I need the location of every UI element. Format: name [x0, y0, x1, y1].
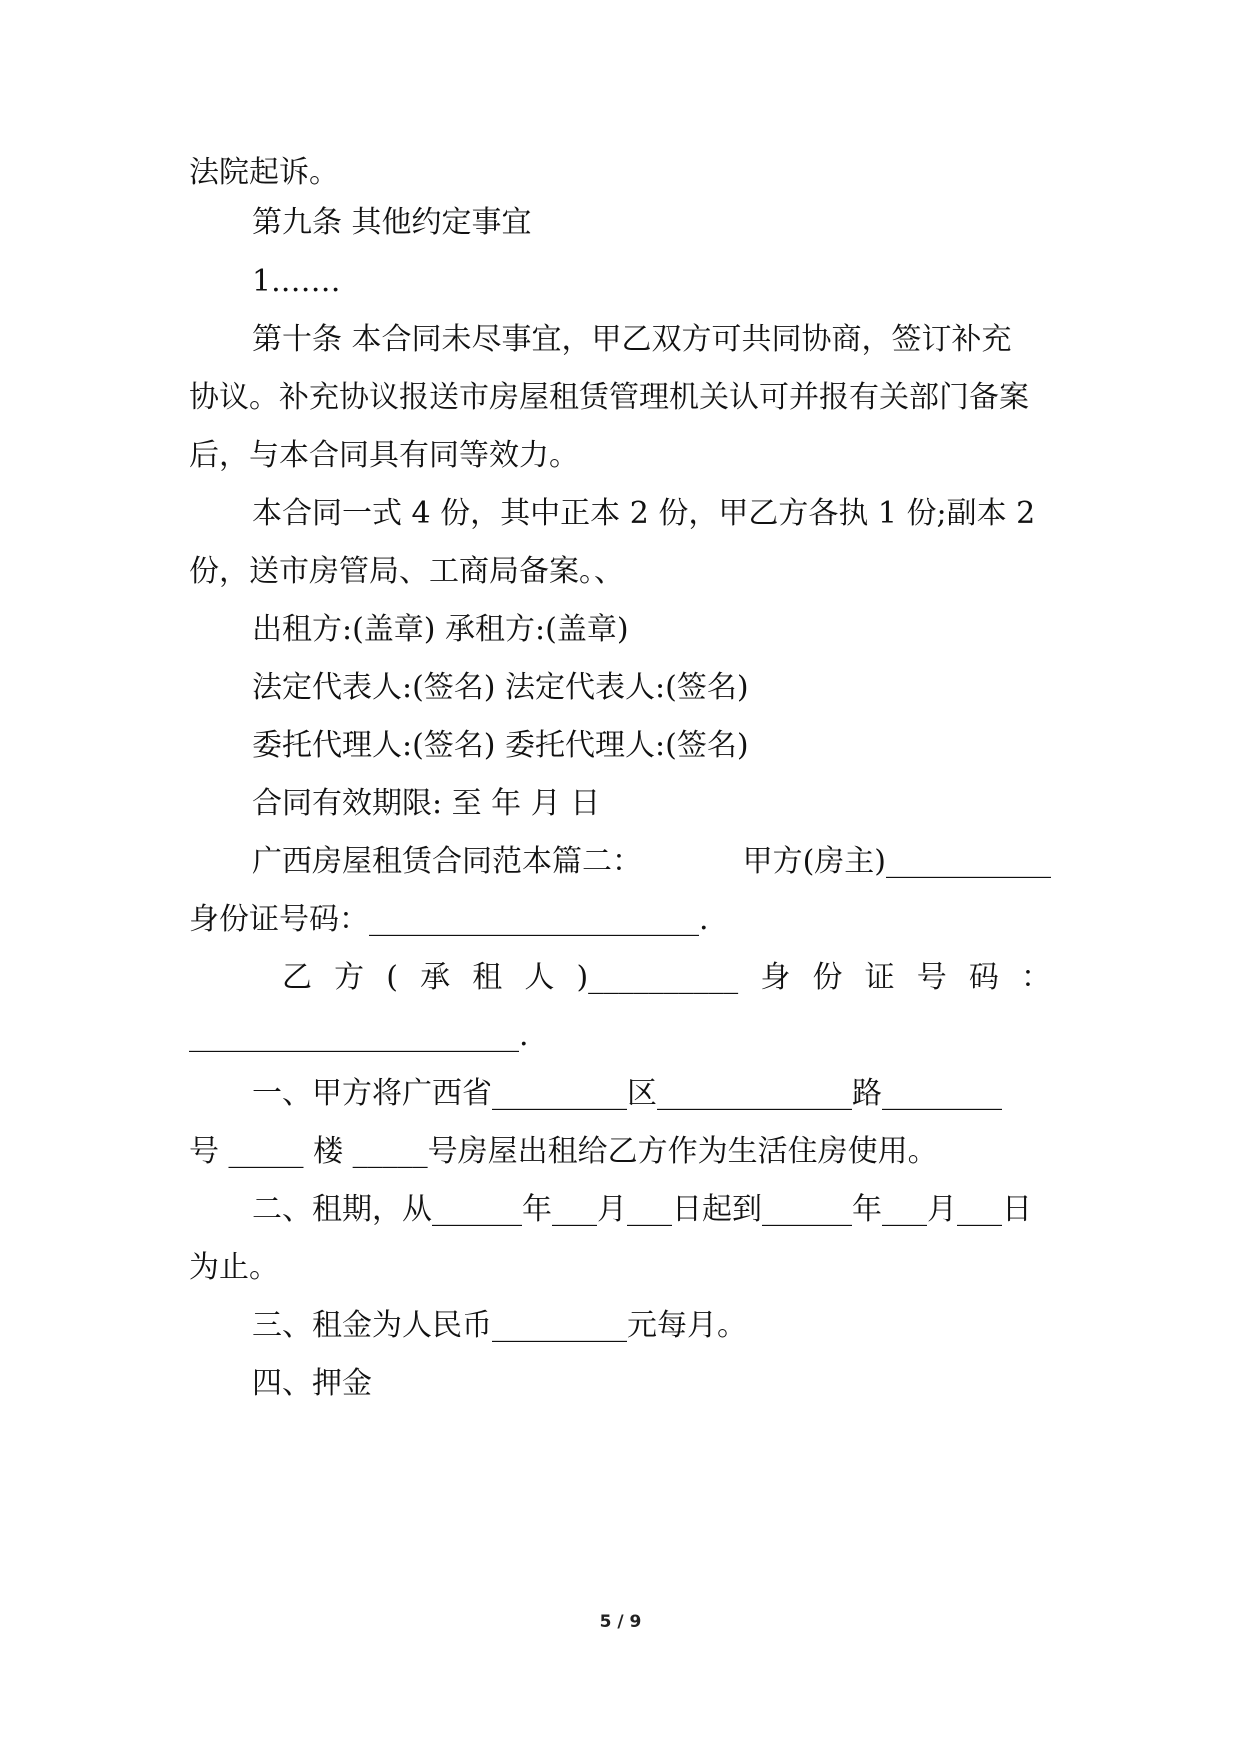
- party-b-token: ：: [1020, 960, 1051, 995]
- validity-period-line: 合同有效期限: 至 年 月 日: [252, 786, 601, 821]
- page-number: 5 / 9: [599, 1612, 642, 1632]
- part-two-heading-line: [252, 842, 1051, 882]
- party-b-token: 证: [864, 960, 895, 995]
- copies-line: 本合同一式 4 份，其中正本 2 份，甲乙方各执 1 份;副本 2: [252, 496, 1036, 531]
- legal-representative-line: 法定代表人:(签名) 法定代表人:(签名): [252, 670, 749, 705]
- text-line: 份，送市房管局、工商局备案。、: [189, 554, 624, 589]
- authorized-agent-line: 委托代理人:(签名) 委托代理人:(签名): [252, 728, 749, 763]
- lessor-lessee-seal-line: 出租方:(盖章) 承租方:(盖章): [252, 612, 629, 647]
- party-b-token: 人: [524, 960, 555, 995]
- text-line: 为止。: [189, 1250, 279, 1285]
- text-line: 法院起诉。: [189, 155, 339, 190]
- party-b-token: 承: [420, 960, 451, 995]
- clause-three-line: 三、租金为人民币_________元每月。: [252, 1308, 747, 1343]
- party-b-token: 号: [916, 960, 947, 995]
- text-line: 后，与本合同具有同等效力。: [189, 438, 579, 473]
- text-line: 协议。补充协议报送市房屋租赁管理机关认可并报有关部门备案: [189, 380, 1029, 415]
- clause-two-line: 二、租期，从______年___月___日起到______年___月___日: [252, 1192, 1032, 1227]
- id-number-field-a: 身份证号码：______________________.: [189, 902, 709, 937]
- id-number-field-b: ______________________.: [189, 1018, 529, 1053]
- article-nine-heading: 第九条 其他约定事宜: [252, 205, 532, 240]
- clause-one-line: 一、甲方将广西省_________区_____________路________: [252, 1076, 1002, 1111]
- text-line: 1.……: [252, 264, 341, 299]
- party-b-token: 方: [334, 960, 365, 995]
- clause-four-line: 四、押金: [252, 1366, 372, 1401]
- text-line: 号 _____ 楼 _____号房屋出租给乙方作为生活住房使用。: [189, 1134, 938, 1169]
- article-ten-line: 第十条 本合同未尽事宜，甲乙双方可共同协商，签订补充: [252, 322, 1012, 357]
- party-a-landlord-field: 甲方(房主)___________: [742, 844, 1051, 879]
- party-b-token: 码: [968, 960, 999, 995]
- party-b-token: )__________: [576, 960, 739, 995]
- party-b-token: 份: [812, 960, 843, 995]
- party-b-token: 身: [760, 960, 791, 995]
- party-b-token: 租: [472, 960, 503, 995]
- party-b-line: [282, 958, 1051, 998]
- part-two-title: 广西房屋租赁合同范本篇二：: [252, 844, 642, 879]
- party-b-token: (: [386, 960, 398, 995]
- party-b-token: 乙: [282, 960, 312, 995]
